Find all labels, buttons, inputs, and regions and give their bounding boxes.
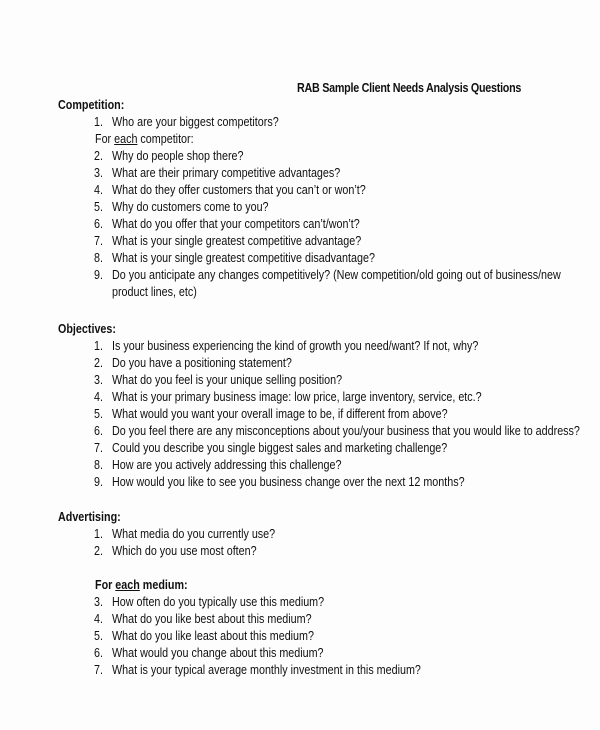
list-number: 2. bbox=[94, 149, 103, 163]
list-number: 1. bbox=[94, 527, 103, 541]
advertising-section bbox=[58, 509, 578, 679]
list-item bbox=[58, 662, 578, 679]
list-text: What do you like best about this medium? bbox=[112, 612, 312, 626]
list-text: Is your business experiencing the kind of growth you need/want? If not, why? bbox=[112, 339, 479, 353]
for-each-competitor-line bbox=[58, 131, 578, 148]
objectives-section bbox=[58, 321, 578, 491]
list-item bbox=[58, 389, 578, 406]
list-number: 3. bbox=[94, 166, 103, 180]
for-each-competitor-label bbox=[95, 131, 194, 148]
list-item-continuation bbox=[58, 284, 578, 301]
list-number: 2. bbox=[94, 544, 103, 558]
list-number: 7. bbox=[94, 234, 103, 248]
spacer bbox=[58, 560, 578, 577]
list-text: Do you feel there are any misconceptions about you/your business that you would like to address? bbox=[112, 424, 580, 438]
list-item bbox=[58, 148, 578, 165]
list-text: Which do you use most often? bbox=[112, 544, 257, 558]
list-text: What do you like least about this medium? bbox=[112, 629, 314, 643]
sub-word: each bbox=[115, 578, 140, 592]
list-number: 1. bbox=[94, 339, 103, 353]
list-number: 4. bbox=[94, 612, 103, 626]
list-text: What do they offer customers that you can’t or won’t? bbox=[112, 183, 366, 197]
list-item bbox=[58, 526, 578, 543]
list-text: How often do you typically use this medium? bbox=[112, 595, 325, 609]
list-item bbox=[58, 165, 578, 182]
list-number: 7. bbox=[94, 663, 103, 677]
list-item bbox=[58, 645, 578, 662]
list-item bbox=[58, 423, 578, 440]
list-number: 1. bbox=[94, 115, 103, 129]
list-item bbox=[58, 216, 578, 233]
list-text: How would you like to see you business change over the next 12 months? bbox=[112, 475, 465, 489]
sub-suffix: medium: bbox=[139, 578, 188, 592]
advertising-heading: Advertising: bbox=[58, 510, 121, 524]
list-text: What are their primary competitive advantages? bbox=[112, 166, 341, 180]
list-text: Why do customers come to you? bbox=[112, 200, 269, 214]
list-item bbox=[58, 474, 578, 491]
list-item bbox=[58, 611, 578, 628]
list-text: Do you anticipate any changes competitively? (New competition/old going out of business/new bbox=[112, 268, 561, 282]
list-item bbox=[58, 543, 578, 560]
list-number: 3. bbox=[94, 595, 103, 609]
list-text: What do you feel is your unique selling position? bbox=[112, 373, 343, 387]
list-item bbox=[58, 338, 578, 355]
list-item bbox=[58, 267, 578, 284]
list-number: 4. bbox=[94, 390, 103, 404]
list-number: 6. bbox=[94, 424, 103, 438]
list-item bbox=[58, 250, 578, 267]
list-number: 4. bbox=[94, 183, 103, 197]
list-item bbox=[58, 628, 578, 645]
list-text: What is your single greatest competitive advantage? bbox=[112, 234, 362, 248]
list-item bbox=[58, 199, 578, 216]
competition-heading: Competition: bbox=[58, 98, 125, 112]
list-number: 5. bbox=[94, 407, 103, 421]
list-text: Could you describe you single biggest sales and marketing challenge? bbox=[112, 441, 448, 455]
sub-prefix: For bbox=[95, 578, 116, 592]
list-item bbox=[58, 440, 578, 457]
list-item bbox=[58, 182, 578, 199]
list-text: What is your primary business image: low price, large inventory, service, etc.? bbox=[112, 390, 482, 404]
objectives-heading: Objectives: bbox=[58, 322, 116, 336]
list-item bbox=[58, 372, 578, 389]
list-number: 9. bbox=[94, 475, 103, 489]
document-title: RAB Sample Client Needs Analysis Questions bbox=[297, 81, 522, 95]
list-text: What do you offer that your competitors can’t/won’t? bbox=[112, 217, 360, 231]
for-each-medium-heading bbox=[95, 577, 510, 594]
list-text: Do you have a positioning statement? bbox=[112, 356, 292, 370]
list-item bbox=[58, 233, 578, 250]
for-each-suffix: competitor: bbox=[137, 132, 194, 146]
list-item bbox=[58, 406, 578, 423]
list-number: 2. bbox=[94, 356, 103, 370]
list-number: 7. bbox=[94, 441, 103, 455]
for-each-prefix: For bbox=[95, 132, 115, 146]
list-number: 6. bbox=[94, 217, 103, 231]
list-text: What is your typical average monthly investment in this medium? bbox=[112, 663, 421, 677]
list-text: What media do you currently use? bbox=[112, 527, 276, 541]
list-text: product lines, etc) bbox=[112, 285, 197, 299]
competition-section bbox=[58, 97, 578, 301]
list-text: What would you change about this medium? bbox=[112, 646, 324, 660]
list-text: What is your single greatest competitive disadvantage? bbox=[112, 251, 375, 265]
list-item bbox=[58, 457, 578, 474]
list-number: 6. bbox=[94, 646, 103, 660]
list-text: Why do people shop there? bbox=[112, 149, 244, 163]
list-text: What would you want your overall image to be, if different from above? bbox=[112, 407, 448, 421]
list-number: 9. bbox=[94, 268, 103, 282]
list-item bbox=[58, 594, 578, 611]
list-text: How are you actively addressing this challenge? bbox=[112, 458, 342, 472]
list-number: 5. bbox=[94, 200, 103, 214]
list-text: Who are your biggest competitors? bbox=[112, 115, 279, 129]
list-number: 8. bbox=[94, 458, 103, 472]
list-item bbox=[58, 114, 578, 131]
list-item bbox=[58, 355, 578, 372]
for-each-word: each bbox=[114, 132, 138, 146]
list-number: 8. bbox=[94, 251, 103, 265]
list-number: 5. bbox=[94, 629, 103, 643]
list-number: 3. bbox=[94, 373, 103, 387]
